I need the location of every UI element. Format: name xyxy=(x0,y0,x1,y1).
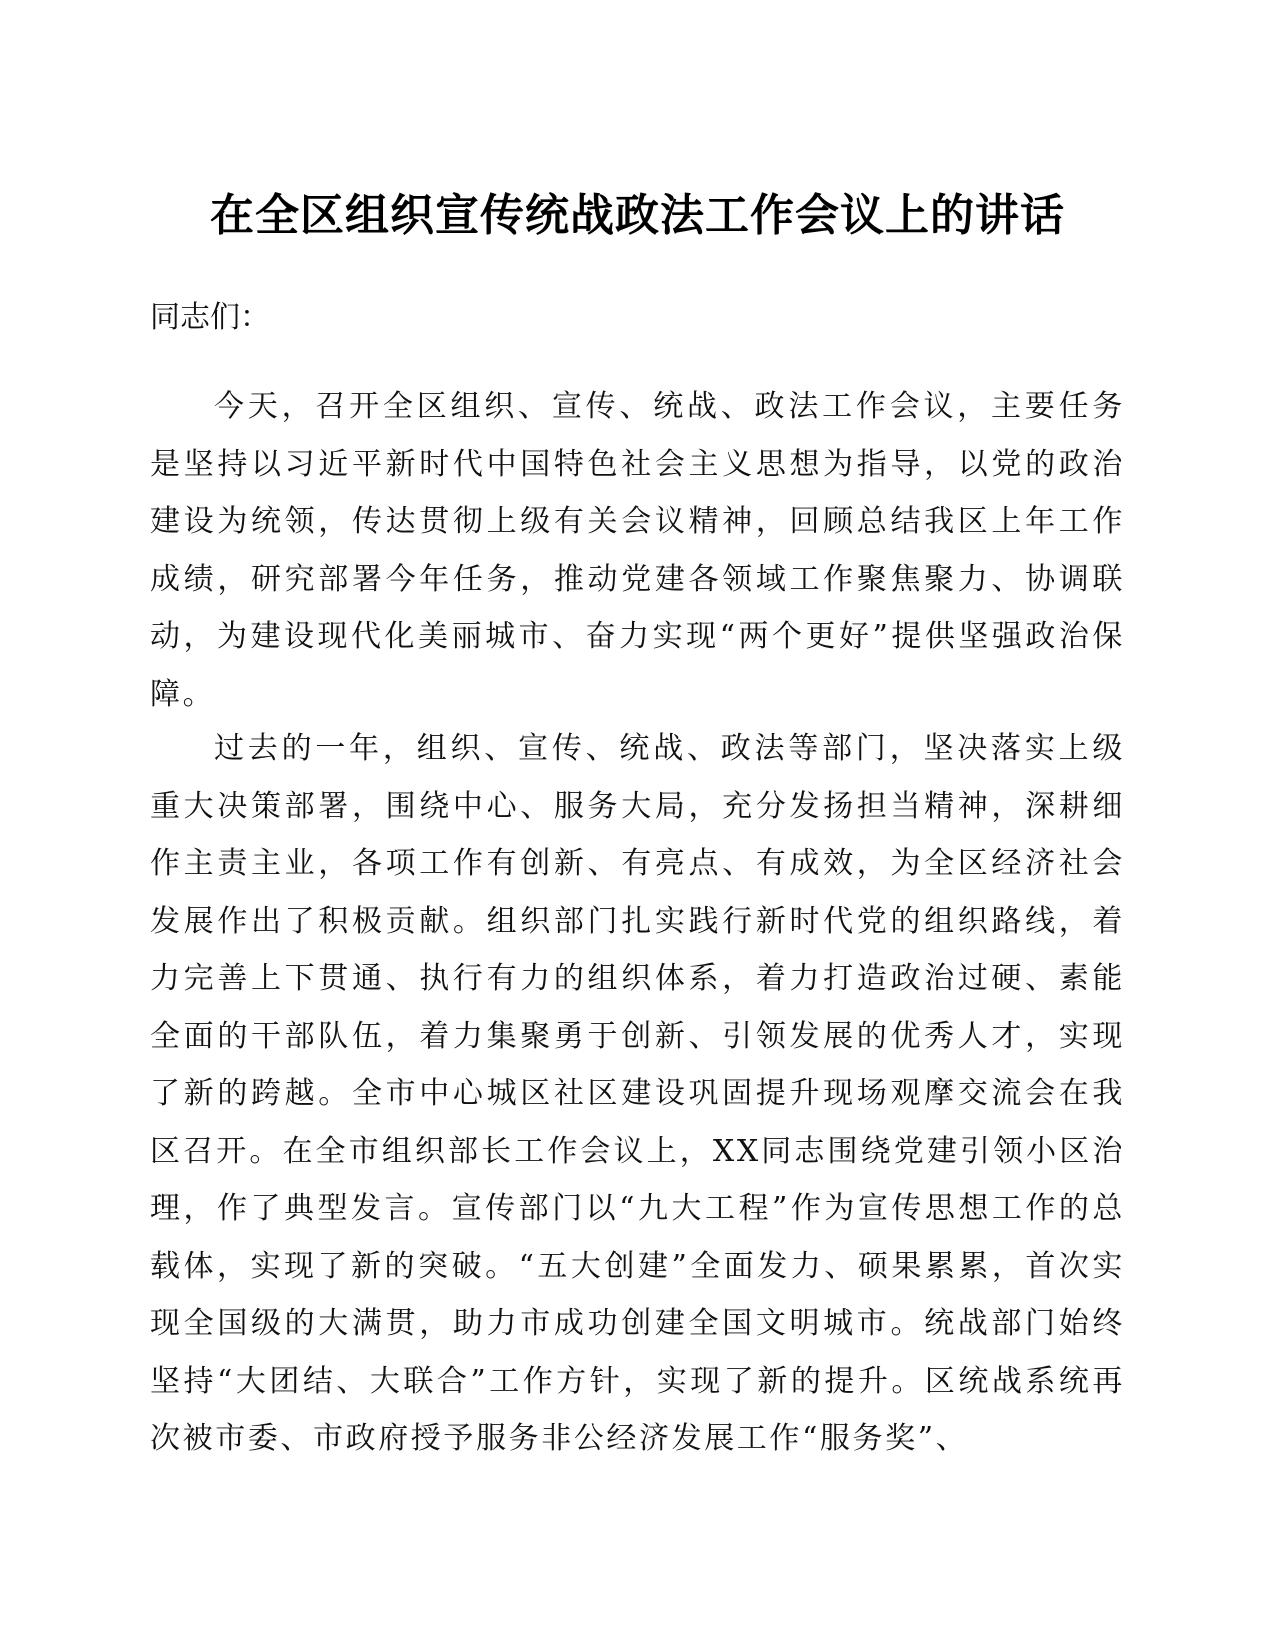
paragraph-review: 过去的一年，组织、宣传、统战、政法等部门，坚决落实上级重大决策部署，围绕中心、服务大局，充分发扬担当精神，深耕细作主责主业，各项工作有创新、有亮点、有成效，为全区经济社会发展作出了积极贡献。组织部门扎实践行新时代党的组织路线，着力完善上下贯通、执行有力的组织体系，着力打造政治过硬、素能全面的干部队伍，着力集聚勇于创新、引领发展的优秀人才，实现了新的跨越。全市中心城区社区建设巩固提升现场观摩交流会在我区召开。在全市组织部长工作会议上，XX同志围绕党建引领小区治理，作了典型发言。宣传部门以“九大工程”作为宣传思想工作的总载体，实现了新的突破。“五大创建”全面发力、硕果累累，首次实现全国级的大满贯，助力市成功创建全国文明城市。统战部门始终坚持“大团结、大联合”工作方针，实现了新的提升。区统战系统再次被市委、市政府授予服务非公经济发展工作“服务奖”、 xyxy=(150,731,1125,1456)
paragraph-opening: 今天，召开全区组织、宣传、统战、政法工作会议，主要任务是坚持以习近平新时代中国特色社会主义思想为指导，以党的政治建设为统领，传达贯彻上级有关会议精神，回顾总结我区上年工作成绩，研究部署今年任务，推动党建各领域工作聚焦聚力、协调联动，为建设现代化美丽城市、奋力实现“两个更好”提供坚强政治保障。 xyxy=(150,389,1125,712)
salutation: 同志们： xyxy=(150,300,270,335)
document-title: 在全区组织宣传统战政法工作会议上的讲话 xyxy=(210,190,1065,241)
